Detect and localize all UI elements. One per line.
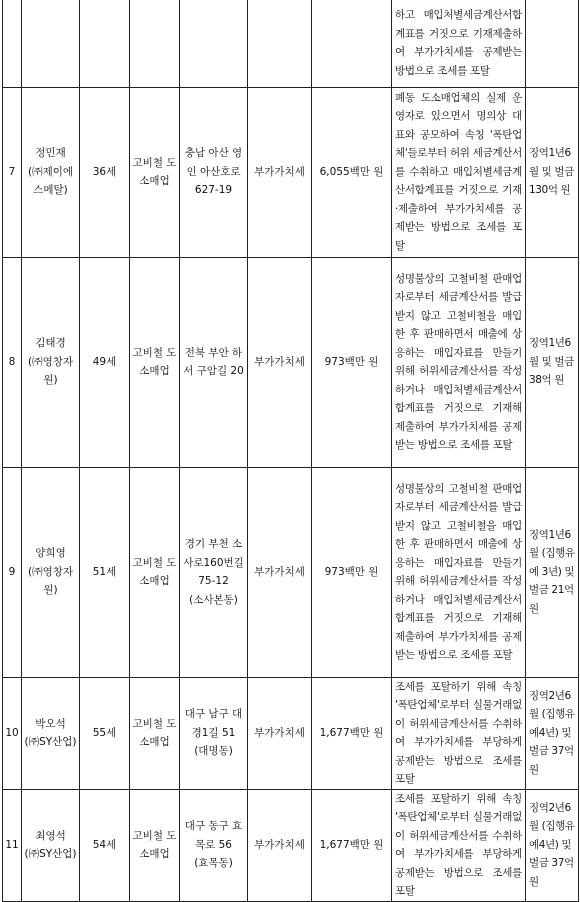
table-row [3, 677, 579, 789]
address-cell: 대구 동구 효목로 56 (효목동) [180, 789, 248, 901]
penalty-cell: 징역2년6월 (집행유예4년) 및 벌금 37억 원 [526, 789, 579, 901]
amount-cell: 1,677백만 원 [312, 677, 392, 789]
tax-type-cell: 부가가치세 [248, 677, 312, 789]
empty-cell [80, 0, 130, 87]
description-cell: 조세를 포탈하기 위해 속칭 '폭탄업체'로부터 실물거래없이 허위세금계산서를 수취하여 부가가치세를 부당하게 공제받는 방법으로 조세를 포탈 [392, 789, 526, 901]
description-cell: 하고 매입처별세금계산서합계표를 거짓으로 기재제출하여 부가가치세를 공제받는 방법으로 조세를 포탈 [392, 0, 526, 87]
row-number: 11 [3, 789, 22, 901]
address-cell: 충남 아산 영인 아산호로 627-19 [180, 87, 248, 257]
empty-cell [312, 0, 392, 87]
table-row [3, 467, 579, 677]
empty-cell [22, 0, 80, 87]
age-cell: 54세 [80, 789, 130, 901]
person-name: 박오석 (㈜SY산업) [22, 677, 80, 789]
row-number: 8 [3, 257, 22, 467]
tax-type-cell: 부가가치세 [248, 87, 312, 257]
table-row [3, 789, 579, 901]
description-cell: 폐동 도소매업체의 실제 운영자로 있으면서 명의상 대표와 공모하여 속칭 '폭탄업체'들로부터 허위 세금계산서를 수취하고 매입처별세금계산서합계표를 거짓으로 기재·제출하여 부가가치세를 공제받는 방법으로 조세를 포탈 [392, 87, 526, 257]
tax-type-cell: 부가가치세 [248, 257, 312, 467]
empty-cell [180, 0, 248, 87]
age-cell: 49세 [80, 257, 130, 467]
business-cell: 고비철 도소매업 [130, 87, 180, 257]
tax-type-cell: 부가가치세 [248, 467, 312, 677]
empty-cell [526, 0, 579, 87]
amount-cell: 973백만 원 [312, 257, 392, 467]
penalty-cell: 징역1년6월 및 벌금 38억 원 [526, 257, 579, 467]
person-name: 양희영 (㈜영창자원) [22, 467, 80, 677]
amount-cell: 973백만 원 [312, 467, 392, 677]
business-cell: 고비철 도소매업 [130, 677, 180, 789]
table-row [3, 257, 579, 467]
table-row [3, 87, 579, 257]
person-name: 김태경 (㈜영창자원) [22, 257, 80, 467]
penalty-cell: 징역1년6월 및 벌금 130억 원 [526, 87, 579, 257]
description-cell: 조세를 포탈하기 위해 속칭 '폭탄업체'로부터 실물거래없이 허위세금계산서를 수취하여 부가가치세를 부당하게 공제받는 방법으로 조세를 포탈 [392, 677, 526, 789]
tax-type-cell: 부가가치세 [248, 789, 312, 901]
empty-cell [130, 0, 180, 87]
address-cell: 대구 남구 대경1길 51 (대명동) [180, 677, 248, 789]
tax-evaders-table [2, 0, 579, 902]
address-cell: 경기 부천 소사로160번길 75-12 (소사본동) [180, 467, 248, 677]
business-cell: 고비철 도소매업 [130, 257, 180, 467]
penalty-cell: 징역1년6월 (집행유예 3년) 및 벌금 21억 원 [526, 467, 579, 677]
age-cell: 55세 [80, 677, 130, 789]
business-cell: 고비철 도소매업 [130, 467, 180, 677]
row-number: 10 [3, 677, 22, 789]
age-cell: 36세 [80, 87, 130, 257]
continuation-row [3, 0, 579, 87]
person-name: 최영석 (㈜SY산업) [22, 789, 80, 901]
person-name: 정민재 (㈜제이에스메탈) [22, 87, 80, 257]
row-number: 7 [3, 87, 22, 257]
business-cell: 고비철 도소매업 [130, 789, 180, 901]
row-number: 9 [3, 467, 22, 677]
empty-cell [3, 0, 22, 87]
age-cell: 51세 [80, 467, 130, 677]
address-cell: 전북 부안 하서 구암길 20 [180, 257, 248, 467]
description-cell: 성명불상의 고철비철 판매업자로부터 세금계산서를 발급받지 않고 고철비철을 매입한 후 판매하면서 매출에 상응하는 매입자료를 만들기 위해 허위세금계산서를 작성하거나 매입처별세금계산서합계표를 거짓으로 기재해 제출하여 부가가치세를 공제받는 방법으로 조세를 포탈 [392, 467, 526, 677]
description-cell: 성명불상의 고철비철 판매업자로부터 세금계산서를 발급받지 않고 고철비철을 매입한 후 판매하면서 매출에 상응하는 매입자료를 만들기 위해 허위세금계산서를 작성하거나 매입처별세금계산서합계표를 거짓으로 기재해 제출하여 부가가치세를 공제받는 방법으로 조세를 포탈 [392, 257, 526, 467]
amount-cell: 6,055백만 원 [312, 87, 392, 257]
amount-cell: 1,677백만 원 [312, 789, 392, 901]
penalty-cell: 징역2년6월 (집행유예4년) 및 벌금 37억 원 [526, 677, 579, 789]
empty-cell [248, 0, 312, 87]
